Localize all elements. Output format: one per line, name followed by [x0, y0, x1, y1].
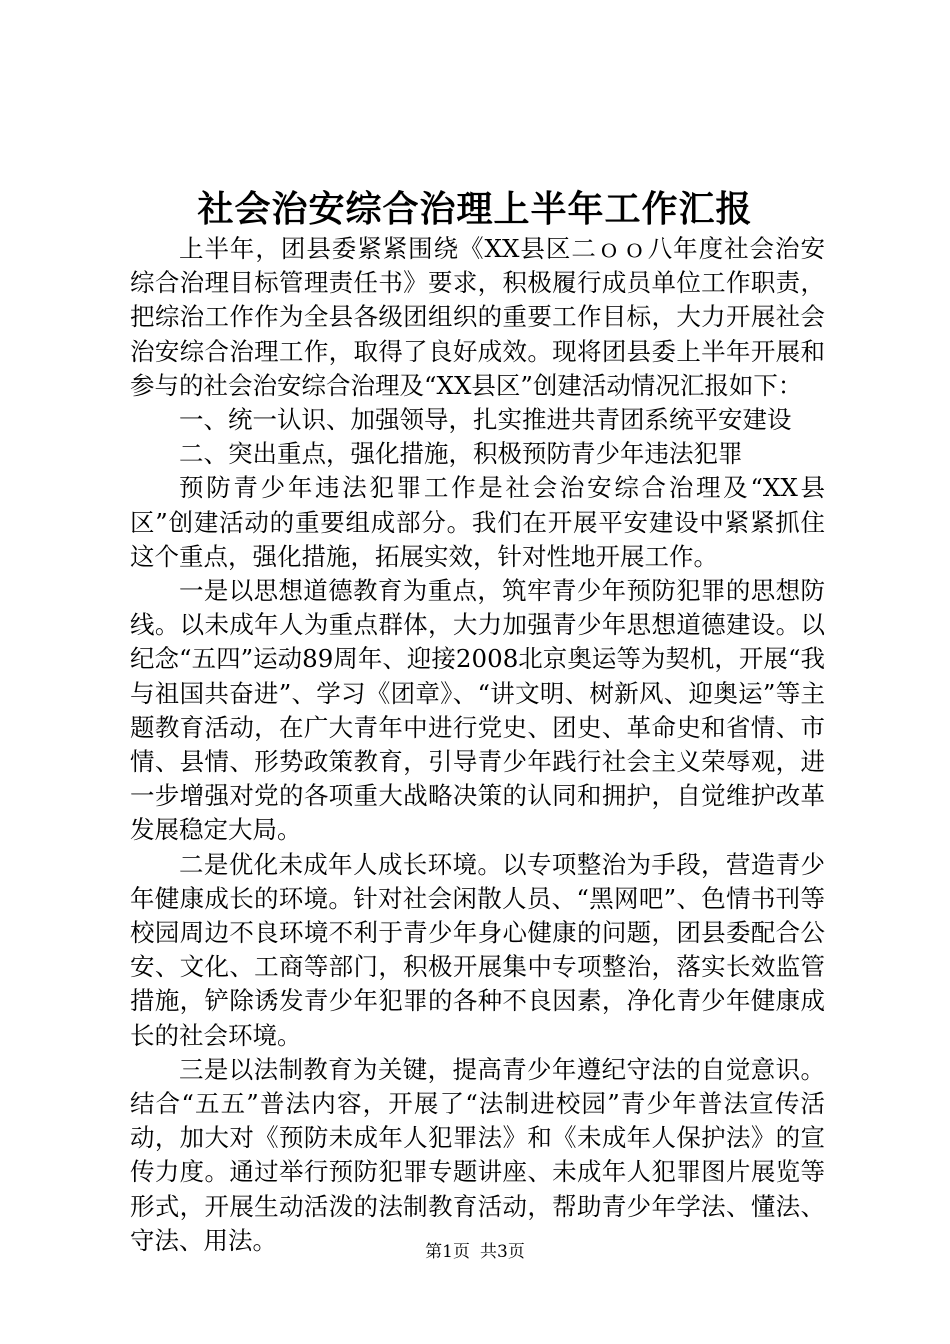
section-heading-2: 二、突出重点，强化措施，积极预防青少年违法犯罪 [179, 439, 743, 469]
point-3-paragraph: 三是以法制教育为关键，提高青少年遵纪守法的自觉意识。结合“五五”普法内容，开展了“法制进校园”青少年普法宣传活动，加大对《预防未成年人犯罪法》和《未成年人保护法》的宣传力度。通过举行预防犯罪专题讲座、未成年人犯罪图片展览等形式，开展生动活泼的法制教育活动，帮助青少年学法、懂法、守法、用法。 [130, 1054, 825, 1255]
document-title: 社会治安综合治理上半年工作汇报 [197, 188, 753, 230]
intro-paragraph: 上半年，团县委紧紧围绕《XX县区二ｏｏ八年度社会治安综合治理目标管理责任书》要求，积极履行成员单位工作职责，把综治工作作为全县各级团组织的重要工作目标，大力开展社会治安综合治理工作，取得了良好成效。现将团县委上半年开展和参与的社会治安综合治理及“XX县区”创建活动情况汇报如下： [130, 234, 825, 400]
page-number: 第1页 [425, 1242, 470, 1262]
section-heading-1: 一、统一认识、加强领导，扎实推进共青团系统平安建设 [179, 405, 792, 435]
document-body [130, 232, 825, 1258]
section-2-intro-paragraph: 预防青少年违法犯罪工作是社会治安综合治理及“XX县区”创建活动的重要组成部分。我们在开展平安建设中紧紧抓住这个重点，强化措施，拓展实效，针对性地开展工作。 [130, 473, 825, 571]
point-1-paragraph: 一是以思想道德教育为重点，筑牢青少年预防犯罪的思想防线。以未成年人为重点群体，大力加强青少年思想道德建设。以纪念“五四”运动89周年、迎接2008北京奥运等为契机，开展“我与祖国共奋进”、学习《团章》、“讲文明、树新风、迎奥运”等主题教育活动，在广大青年中进行党史、团史、革命史和省情、市情、县情、形势政策教育，引导青少年践行社会主义荣辱观，进一步增强对党的各项重大战略决策的认同和拥护，自觉维护改革发展稳定大局。 [130, 576, 825, 845]
page-footer [0, 1240, 950, 1264]
point-2-paragraph: 二是优化未成年人成长环境。以专项整治为手段，营造青少年健康成长的环境。针对社会闲散人员、“黑网吧”、色情书刊等校园周边不良环境不利于青少年身心健康的问题，团县委配合公安、文化、工商等部门，积极开展集中专项整治，落实长效监管措施，铲除诱发青少年犯罪的各种不良因素，净化青少年健康成长的社会环境。 [130, 849, 825, 1050]
page-total: 共3页 [480, 1242, 525, 1262]
